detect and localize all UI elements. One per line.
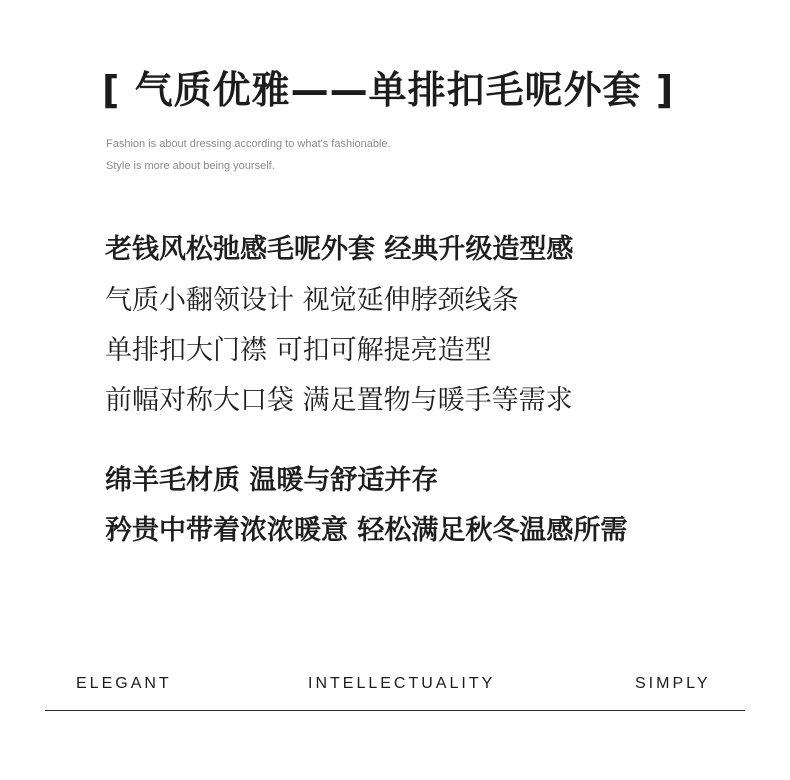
page-title: [ 气质优雅——单排扣毛呢外套 ] [102,68,675,112]
subtitle-line-1: Fashion is about dressing according to what's fashionable. [106,138,391,150]
footer-divider [45,710,745,711]
subtitle-line-2: Style is more about being yourself. [106,160,275,172]
description-line: 前幅对称大口袋 满足置物与暖手等需求 [105,385,573,416]
footer-word-elegant: ELEGANT [76,675,172,692]
description-line: 老钱风松弛感毛呢外套 经典升级造型感 [105,234,574,265]
footer-word-simply: SIMPLY [635,675,711,692]
description-line: 单排扣大门襟 可扣可解提亮造型 [105,335,492,366]
footer-word-intellectuality: INTELLECTUALITY [308,675,496,692]
description-line: 矜贵中带着浓浓暖意 轻松满足秋冬温感所需 [105,515,628,546]
description-line: 绵羊毛材质 温暖与舒适并存 [105,465,439,496]
description-line: 气质小翻领设计 视觉延伸脖颈线条 [105,285,519,316]
